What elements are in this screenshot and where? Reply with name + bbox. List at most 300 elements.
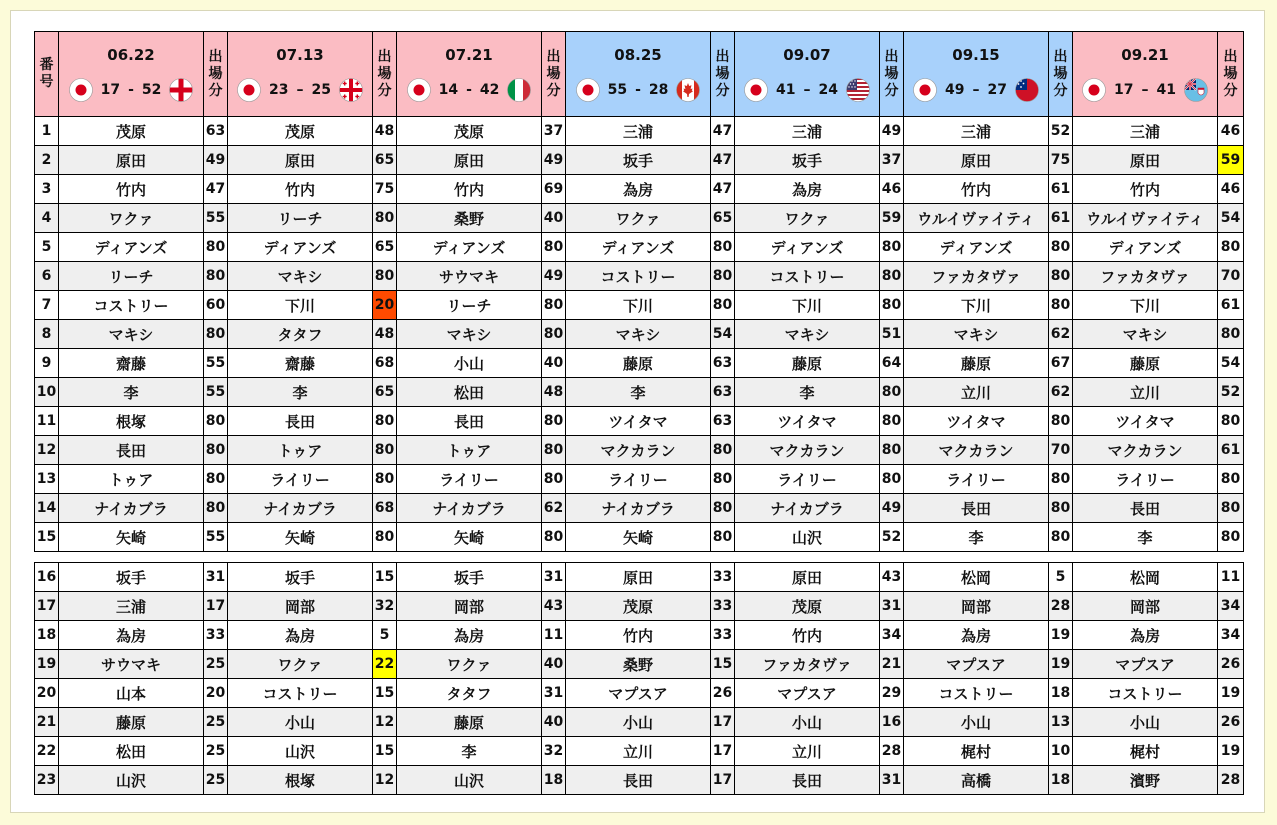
- minutes-played: 80: [880, 465, 904, 494]
- player-name: ライリー: [735, 465, 880, 494]
- minutes-played: 75: [373, 175, 397, 204]
- minutes-played: 11: [1218, 563, 1244, 592]
- minutes-played: 32: [542, 737, 566, 766]
- player-name: ワクァ: [735, 204, 880, 233]
- minutes-played: 80: [373, 523, 397, 552]
- player-name: 下川: [566, 291, 711, 320]
- minutes-played: 18: [542, 766, 566, 795]
- player-name: マプスア: [1073, 650, 1218, 679]
- match-score: [904, 78, 1048, 102]
- player-name: 三浦: [1073, 117, 1218, 146]
- minutes-played: 19: [1049, 650, 1073, 679]
- japan-score: 17: [1114, 82, 1134, 98]
- match-date: 06.22: [107, 46, 155, 64]
- player-name: 松岡: [1073, 563, 1218, 592]
- jersey-number: 1: [35, 117, 59, 146]
- minutes-played: 31: [880, 592, 904, 621]
- minutes-played: 80: [373, 465, 397, 494]
- minutes-played: 25: [204, 737, 228, 766]
- player-name: 竹内: [735, 621, 880, 650]
- minutes-played: 26: [1218, 708, 1244, 737]
- player-name: 坂手: [228, 563, 373, 592]
- match-header: [228, 32, 373, 117]
- player-name: 為房: [397, 621, 542, 650]
- georgia-flag-icon: [339, 78, 363, 102]
- minutes-played: 80: [1218, 494, 1244, 523]
- player-name: ファカタヴァ: [735, 650, 880, 679]
- minutes-played: 70: [1049, 436, 1073, 465]
- japan-score: 55: [607, 82, 628, 98]
- player-name: 長田: [904, 494, 1049, 523]
- minutes-played: 80: [711, 523, 735, 552]
- minutes-played: 80: [1218, 465, 1244, 494]
- minutes-played: 47: [204, 175, 228, 204]
- player-row: [35, 349, 1244, 378]
- player-name: 李: [228, 378, 373, 407]
- jersey-number: 6: [35, 262, 59, 291]
- minutes-played: 80: [542, 407, 566, 436]
- minutes-played: 80: [373, 262, 397, 291]
- minutes-played: 54: [711, 320, 735, 349]
- player-name: 竹内: [1073, 175, 1218, 204]
- minutes-played: 47: [711, 146, 735, 175]
- player-name: 山沢: [397, 766, 542, 795]
- player-row: [35, 146, 1244, 175]
- player-name: マプスア: [566, 679, 711, 708]
- player-row: [35, 378, 1244, 407]
- player-name: 原田: [566, 563, 711, 592]
- jersey-number: 13: [35, 465, 59, 494]
- player-row: [35, 175, 1244, 204]
- minutes-played: 48: [373, 117, 397, 146]
- player-name: 小山: [735, 708, 880, 737]
- player-row: [35, 708, 1244, 737]
- minutes-played: 17: [711, 737, 735, 766]
- player-name: 坂手: [566, 146, 711, 175]
- jersey-number: 17: [35, 592, 59, 621]
- minutes-played: 17: [204, 592, 228, 621]
- player-name: コストリー: [566, 262, 711, 291]
- score-separator: –: [803, 82, 811, 98]
- minutes-header: [1049, 32, 1073, 117]
- player-name: 李: [397, 737, 542, 766]
- japan-score: 49: [945, 82, 965, 98]
- player-name: ナイカブラ: [397, 494, 542, 523]
- minutes-header-label: 出場分: [884, 48, 899, 99]
- player-name: 桑野: [566, 650, 711, 679]
- player-name: ファカタヴァ: [1073, 262, 1218, 291]
- player-name: 原田: [397, 146, 542, 175]
- minutes-played: 46: [880, 175, 904, 204]
- minutes-header: [373, 32, 397, 117]
- minutes-played: 80: [204, 494, 228, 523]
- minutes-played: 49: [204, 146, 228, 175]
- player-name: 藤原: [1073, 349, 1218, 378]
- minutes-played: 80: [711, 291, 735, 320]
- opponent-score: 28: [648, 82, 669, 98]
- player-name: マキシ: [228, 262, 373, 291]
- minutes-header: [1218, 32, 1244, 117]
- minutes-played: 59: [880, 204, 904, 233]
- player-name: 竹内: [397, 175, 542, 204]
- player-name: ディアンズ: [1073, 233, 1218, 262]
- player-name: 長田: [735, 766, 880, 795]
- player-name: 下川: [904, 291, 1049, 320]
- player-name: 矢崎: [397, 523, 542, 552]
- player-name: 竹内: [566, 621, 711, 650]
- player-name: マキシ: [397, 320, 542, 349]
- minutes-played: 33: [711, 621, 735, 650]
- england-flag-icon: [169, 78, 193, 102]
- minutes-played: 20: [373, 291, 397, 320]
- jersey-number: 19: [35, 650, 59, 679]
- player-name: 立川: [904, 378, 1049, 407]
- jersey-number: 18: [35, 621, 59, 650]
- minutes-played: 43: [880, 563, 904, 592]
- match-date: 07.13: [276, 46, 324, 64]
- player-name: リーチ: [397, 291, 542, 320]
- player-name: マクカラン: [904, 436, 1049, 465]
- match-date: 09.07: [783, 46, 831, 64]
- minutes-played: 65: [373, 233, 397, 262]
- minutes-played: 40: [542, 708, 566, 737]
- jersey-number: 22: [35, 737, 59, 766]
- minutes-played: 59: [1218, 146, 1244, 175]
- score-separator: -: [635, 82, 641, 98]
- minutes-played: 48: [373, 320, 397, 349]
- player-row: [35, 621, 1244, 650]
- player-name: 高橋: [904, 766, 1049, 795]
- player-row: [35, 494, 1244, 523]
- player-name: 原田: [59, 146, 204, 175]
- minutes-played: 49: [542, 262, 566, 291]
- minutes-played: 31: [542, 679, 566, 708]
- japan-flag-icon: [69, 78, 93, 102]
- match-date: 09.15: [952, 46, 1000, 64]
- player-name: 岡部: [904, 592, 1049, 621]
- minutes-played: 80: [204, 407, 228, 436]
- minutes-played: 68: [373, 349, 397, 378]
- minutes-played: 63: [711, 349, 735, 378]
- player-name: 根塚: [59, 407, 204, 436]
- minutes-played: 48: [542, 378, 566, 407]
- minutes-played: 80: [373, 204, 397, 233]
- minutes-played: 80: [711, 436, 735, 465]
- match-score: [59, 78, 203, 102]
- player-name: 為房: [1073, 621, 1218, 650]
- player-name: 齋藤: [59, 349, 204, 378]
- minutes-played: 55: [204, 349, 228, 378]
- minutes-played: 47: [711, 175, 735, 204]
- player-name: ナイカブラ: [735, 494, 880, 523]
- jersey-number: 10: [35, 378, 59, 407]
- minutes-played: 80: [204, 436, 228, 465]
- player-name: マキシ: [904, 320, 1049, 349]
- japan-flag-icon: [576, 78, 600, 102]
- minutes-played: 80: [1049, 233, 1073, 262]
- player-name: コストリー: [228, 679, 373, 708]
- player-name: 矢崎: [228, 523, 373, 552]
- player-name: ファカタヴァ: [904, 262, 1049, 291]
- player-name: ディアンズ: [59, 233, 204, 262]
- player-name: 長田: [228, 407, 373, 436]
- minutes-played: 80: [1218, 523, 1244, 552]
- jersey-number: 12: [35, 436, 59, 465]
- score-separator: –: [1141, 82, 1149, 98]
- jersey-number: 5: [35, 233, 59, 262]
- minutes-played: 18: [1049, 766, 1073, 795]
- minutes-played: 55: [204, 378, 228, 407]
- minutes-played: 61: [1218, 291, 1244, 320]
- jersey-number: 14: [35, 494, 59, 523]
- minutes-played: 20: [204, 679, 228, 708]
- player-name: マクカラン: [1073, 436, 1218, 465]
- minutes-played: 17: [711, 766, 735, 795]
- player-row: [35, 436, 1244, 465]
- player-name: トゥア: [397, 436, 542, 465]
- minutes-played: 80: [204, 233, 228, 262]
- player-name: リーチ: [59, 262, 204, 291]
- player-name: ライリー: [904, 465, 1049, 494]
- match-score: [1073, 78, 1217, 102]
- player-name: ディアンズ: [566, 233, 711, 262]
- player-name: 長田: [566, 766, 711, 795]
- player-name: リーチ: [228, 204, 373, 233]
- minutes-played: 61: [1049, 204, 1073, 233]
- player-name: 松田: [397, 378, 542, 407]
- minutes-played: 19: [1218, 679, 1244, 708]
- minutes-played: 11: [542, 621, 566, 650]
- minutes-played: 25: [204, 708, 228, 737]
- jersey-number: 11: [35, 407, 59, 436]
- score-separator: -: [128, 82, 134, 98]
- minutes-played: 15: [373, 737, 397, 766]
- player-name: 原田: [228, 146, 373, 175]
- player-row: [35, 262, 1244, 291]
- minutes-played: 60: [204, 291, 228, 320]
- player-name: 李: [735, 378, 880, 407]
- match-header: [397, 32, 542, 117]
- player-name: トゥア: [228, 436, 373, 465]
- minutes-header: [542, 32, 566, 117]
- minutes-played: 80: [880, 407, 904, 436]
- player-name: 根塚: [228, 766, 373, 795]
- usa-flag-icon: [846, 78, 870, 102]
- player-name: 三浦: [735, 117, 880, 146]
- player-name: 立川: [566, 737, 711, 766]
- japan-flag-icon: [1082, 78, 1106, 102]
- minutes-played: 34: [1218, 621, 1244, 650]
- player-name: トゥア: [59, 465, 204, 494]
- player-name: 李: [566, 378, 711, 407]
- minutes-played: 61: [1049, 175, 1073, 204]
- player-name: 為房: [904, 621, 1049, 650]
- minutes-played: 33: [711, 563, 735, 592]
- minutes-played: 34: [880, 621, 904, 650]
- match-date: 09.21: [1121, 46, 1169, 64]
- minutes-played: 34: [1218, 592, 1244, 621]
- player-row: [35, 679, 1244, 708]
- japan-flag-icon: [744, 78, 768, 102]
- score-separator: –: [972, 82, 980, 98]
- minutes-played: 80: [711, 262, 735, 291]
- player-name: タタフ: [397, 679, 542, 708]
- player-row: [35, 766, 1244, 795]
- minutes-played: 68: [373, 494, 397, 523]
- player-name: 岡部: [1073, 592, 1218, 621]
- player-name: 下川: [735, 291, 880, 320]
- minutes-played: 62: [1049, 378, 1073, 407]
- player-name: 藤原: [566, 349, 711, 378]
- player-name: 下川: [228, 291, 373, 320]
- minutes-played: 65: [373, 146, 397, 175]
- minutes-played: 61: [1218, 436, 1244, 465]
- minutes-played: 80: [1049, 465, 1073, 494]
- player-name: 立川: [735, 737, 880, 766]
- player-name: マキシ: [566, 320, 711, 349]
- player-row: [35, 523, 1244, 552]
- match-score: [228, 78, 372, 102]
- player-name: ディアンズ: [735, 233, 880, 262]
- jersey-number: 23: [35, 766, 59, 795]
- minutes-played: 21: [880, 650, 904, 679]
- player-name: サウマキ: [397, 262, 542, 291]
- minutes-played: 10: [1049, 737, 1073, 766]
- jersey-number: 2: [35, 146, 59, 175]
- player-name: マクカラン: [566, 436, 711, 465]
- jersey-number: 15: [35, 523, 59, 552]
- player-name: ディアンズ: [397, 233, 542, 262]
- minutes-played: 80: [1218, 233, 1244, 262]
- opponent-score: 25: [311, 82, 331, 98]
- minutes-played: 40: [542, 650, 566, 679]
- player-name: 小山: [228, 708, 373, 737]
- player-name: 桑野: [397, 204, 542, 233]
- minutes-played: 80: [1049, 523, 1073, 552]
- player-name: ウルイヴァイティ: [1073, 204, 1218, 233]
- minutes-played: 80: [880, 291, 904, 320]
- player-name: 三浦: [904, 117, 1049, 146]
- minutes-header-label: 出場分: [546, 48, 561, 99]
- match-header: [904, 32, 1049, 117]
- minutes-header-label: 出場分: [377, 48, 392, 99]
- minutes-played: 52: [880, 523, 904, 552]
- match-header: [59, 32, 204, 117]
- minutes-played: 28: [880, 737, 904, 766]
- minutes-played: 80: [204, 320, 228, 349]
- player-name: 長田: [1073, 494, 1218, 523]
- minutes-played: 80: [880, 436, 904, 465]
- player-name: 山本: [59, 679, 204, 708]
- minutes-played: 63: [711, 378, 735, 407]
- minutes-played: 18: [1049, 679, 1073, 708]
- jersey-number: 8: [35, 320, 59, 349]
- minutes-played: 46: [1218, 117, 1244, 146]
- minutes-played: 15: [373, 679, 397, 708]
- minutes-played: 80: [1049, 407, 1073, 436]
- minutes-played: 63: [204, 117, 228, 146]
- minutes-played: 80: [542, 465, 566, 494]
- player-name: 山沢: [228, 737, 373, 766]
- player-row: [35, 204, 1244, 233]
- player-name: ワクァ: [397, 650, 542, 679]
- minutes-header-label: 出場分: [208, 48, 223, 99]
- player-row: [35, 563, 1244, 592]
- player-name: ツイタマ: [1073, 407, 1218, 436]
- match-header: [735, 32, 880, 117]
- player-name: 李: [59, 378, 204, 407]
- minutes-played: 5: [373, 621, 397, 650]
- player-name: 李: [1073, 523, 1218, 552]
- minutes-played: 80: [204, 465, 228, 494]
- header-row: [35, 32, 1244, 117]
- player-name: 小山: [566, 708, 711, 737]
- minutes-played: 80: [1049, 291, 1073, 320]
- player-name: 山沢: [59, 766, 204, 795]
- minutes-played: 19: [1049, 621, 1073, 650]
- score-separator: -: [466, 82, 472, 98]
- minutes-header: [880, 32, 904, 117]
- minutes-played: 80: [1049, 494, 1073, 523]
- player-name: ライリー: [1073, 465, 1218, 494]
- player-name: 原田: [735, 563, 880, 592]
- player-name: マキシ: [735, 320, 880, 349]
- player-name: 藤原: [735, 349, 880, 378]
- minutes-header: [711, 32, 735, 117]
- minutes-played: 31: [204, 563, 228, 592]
- minutes-played: 54: [1218, 349, 1244, 378]
- player-name: 茂原: [397, 117, 542, 146]
- minutes-played: 65: [373, 378, 397, 407]
- player-name: 松田: [59, 737, 204, 766]
- player-name: コストリー: [1073, 679, 1218, 708]
- minutes-played: 80: [542, 523, 566, 552]
- opponent-score: 42: [479, 82, 500, 98]
- player-row: [35, 291, 1244, 320]
- player-name: 坂手: [59, 563, 204, 592]
- jersey-number: 3: [35, 175, 59, 204]
- score-separator: –: [296, 82, 304, 98]
- player-name: 山沢: [735, 523, 880, 552]
- player-name: 長田: [397, 407, 542, 436]
- player-name: コストリー: [735, 262, 880, 291]
- player-name: ワクァ: [228, 650, 373, 679]
- player-name: 矢崎: [566, 523, 711, 552]
- jersey-number: 20: [35, 679, 59, 708]
- canada-flag-icon: [676, 78, 700, 102]
- minutes-played: 80: [1218, 407, 1244, 436]
- minutes-played: 62: [542, 494, 566, 523]
- japan-score: 23: [269, 82, 289, 98]
- minutes-played: 49: [880, 494, 904, 523]
- match-score: [566, 78, 710, 102]
- player-name: 齋藤: [228, 349, 373, 378]
- minutes-played: 80: [542, 291, 566, 320]
- player-name: ワクァ: [59, 204, 204, 233]
- lineup-table-reserves: [34, 562, 1244, 795]
- player-row: [35, 320, 1244, 349]
- minutes-played: 62: [1049, 320, 1073, 349]
- player-name: ツイタマ: [566, 407, 711, 436]
- minutes-played: 80: [711, 494, 735, 523]
- player-name: ナイカブラ: [566, 494, 711, 523]
- player-name: 原田: [904, 146, 1049, 175]
- japan-flag-icon: [913, 78, 937, 102]
- jersey-number: 9: [35, 349, 59, 378]
- match-score: [397, 78, 541, 102]
- player-name: 藤原: [59, 708, 204, 737]
- player-name: 下川: [1073, 291, 1218, 320]
